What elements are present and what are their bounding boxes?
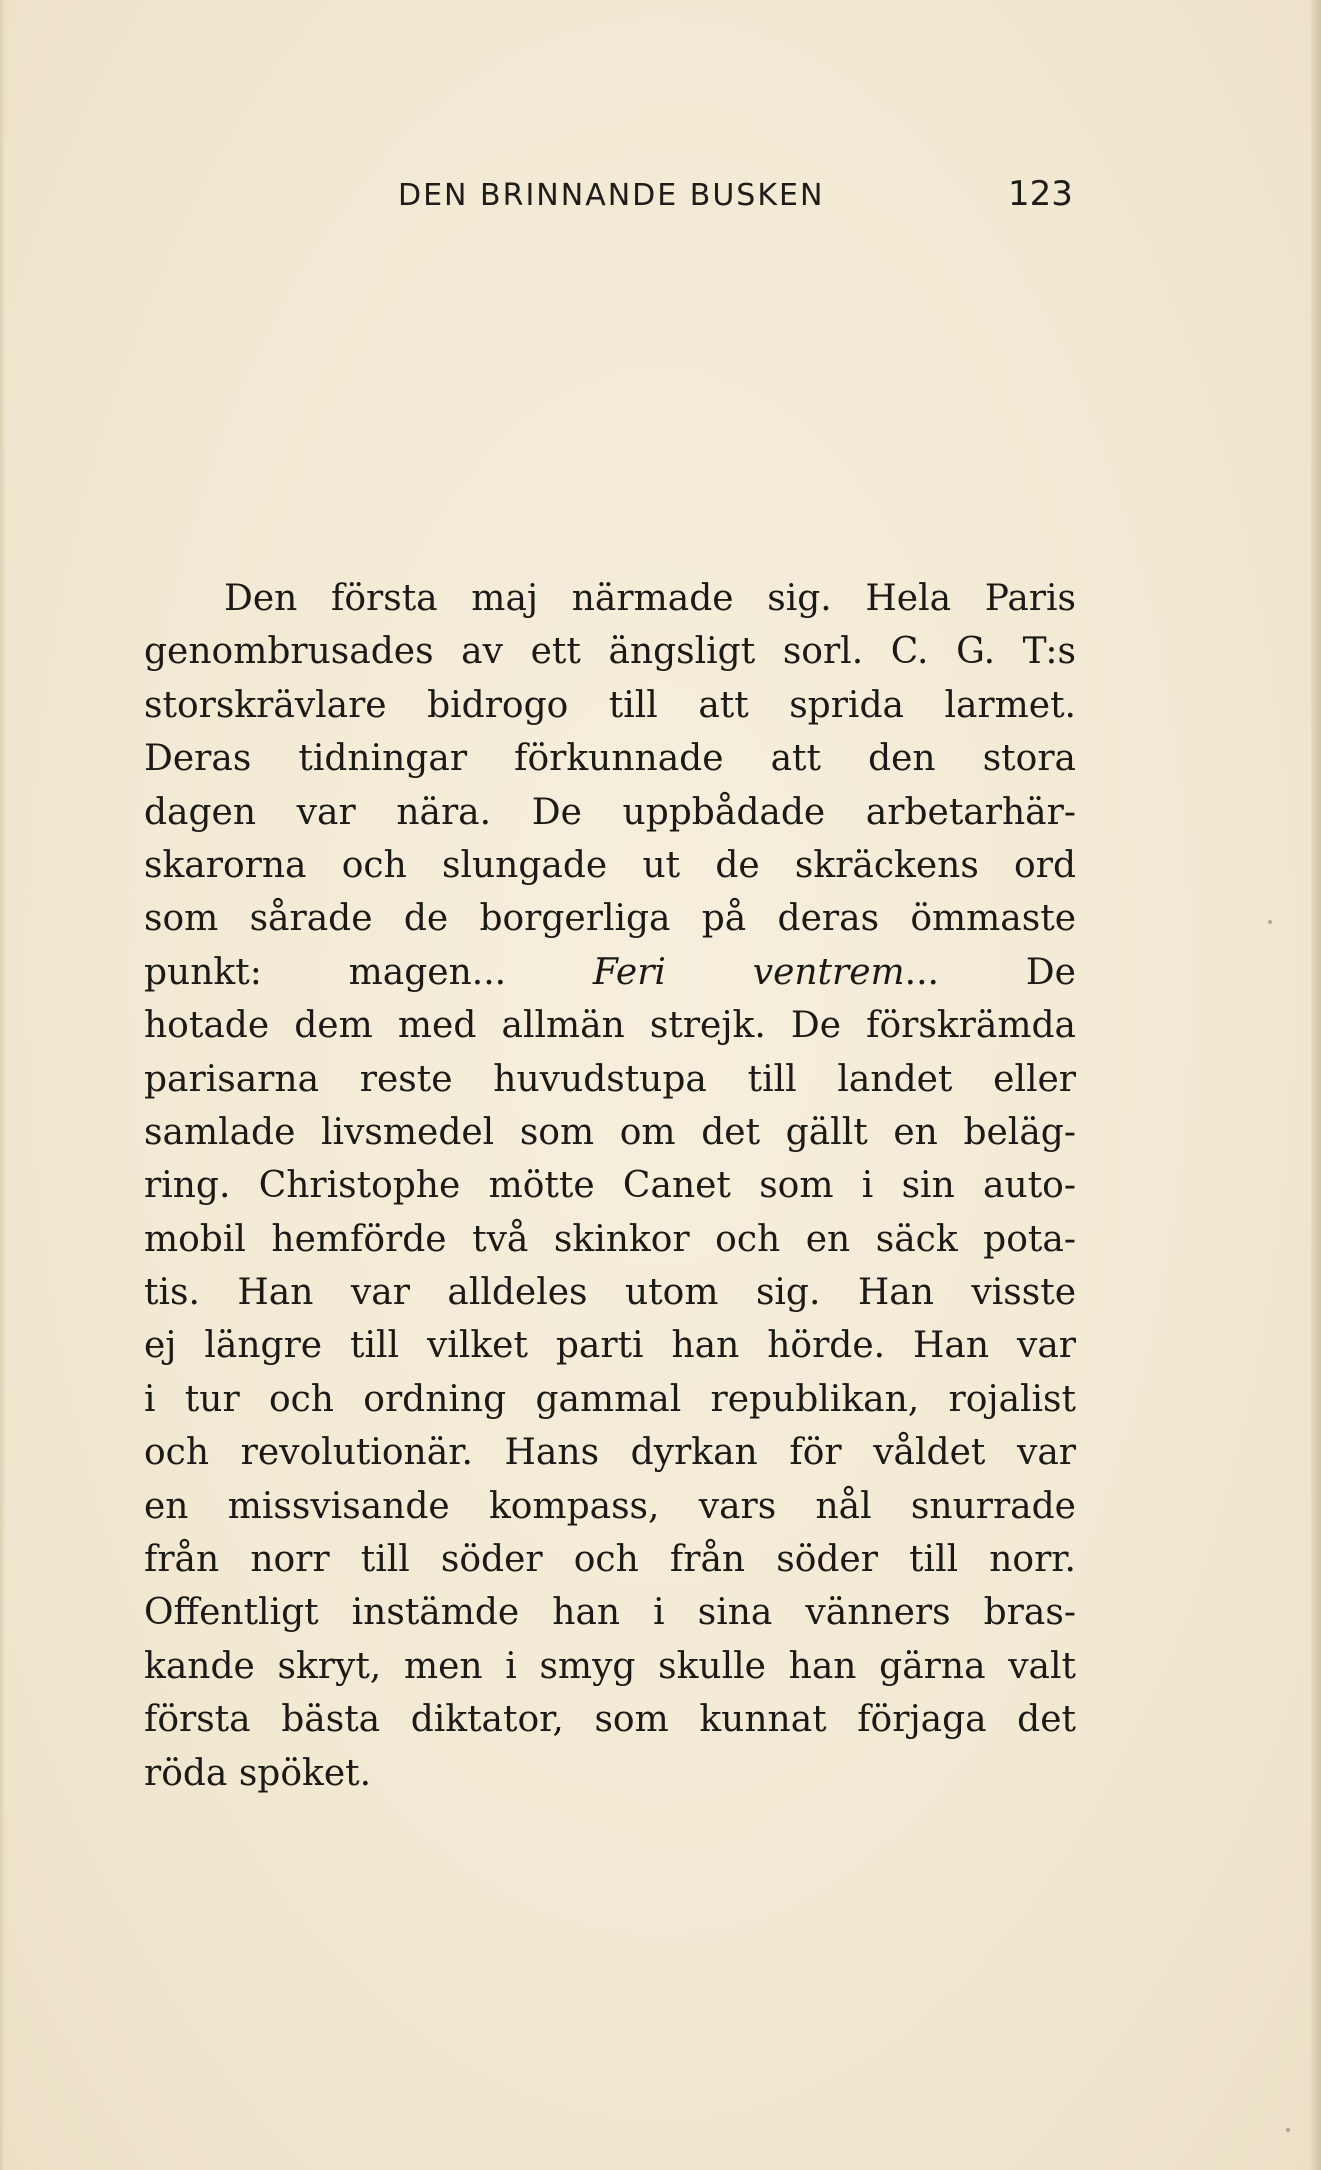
text-line: röda spöket. — [144, 1752, 372, 1794]
text-line: från norr till söder och från söder till norr. — [144, 1539, 1076, 1581]
text-line: Offentligt instämde han i sina vänners bras- — [144, 1592, 1076, 1634]
text-line: en missvisande kompass, vars nål snurrade — [144, 1485, 1076, 1527]
page-right-edge — [1311, 0, 1321, 2170]
paper-speck — [1268, 920, 1272, 924]
text-line: i tur och ordning gammal republikan, rojalist — [144, 1378, 1076, 1420]
text-line: dagen var nära. De uppbådade arbetarhär- — [144, 791, 1076, 833]
text-line: kande skryt, men i smyg skulle han gärna valt — [144, 1645, 1076, 1687]
text-line: skarorna och slungade ut de skräckens ord — [144, 844, 1076, 886]
text-segment: punkt: magen... — [144, 951, 593, 993]
text-line: storskrävlare bidrogo till att sprida larmet. — [144, 684, 1076, 726]
latin-phrase: Feri ventrem — [592, 951, 905, 993]
text-line: som sårade de borgerliga på deras ömmaste — [144, 898, 1076, 940]
text-line: hotade dem med allmän strejk. De förskrämda — [144, 1005, 1076, 1047]
text-line: genombrusades av ett ängsligt sorl. C. G. T:s — [144, 631, 1076, 673]
text-line: mobil hemförde två skinkor och en säck pota- — [144, 1218, 1076, 1260]
text-line: samlade livsmedel som om det gällt en beläg- — [144, 1111, 1076, 1153]
text-segment: ... De — [904, 951, 1076, 993]
text-line: parisarna reste huvudstupa till landet eller — [144, 1058, 1076, 1100]
text-line — [144, 946, 1076, 999]
text-line: Den första maj närmade sig. Hela Paris — [224, 578, 1076, 619]
running-head: DEN BRINNANDE BUSKEN — [398, 178, 825, 213]
text-line: tis. Han var alldeles utom sig. Han visste — [144, 1272, 1076, 1314]
text-line: första bästa diktator, som kunnat förjaga det — [144, 1699, 1076, 1741]
page-number: 123 — [1008, 174, 1073, 214]
text-line: Deras tidningar förkunnade att den stora — [144, 738, 1076, 780]
paper-speck — [1286, 2128, 1290, 2132]
text-line: och revolutionär. Hans dyrkan för våldet var — [144, 1432, 1076, 1474]
page-left-edge — [0, 0, 6, 2170]
text-line: ej längre till vilket parti han hörde. Han var — [144, 1325, 1076, 1367]
body-paragraph — [144, 572, 1076, 1800]
text-line: ring. Christophe mötte Canet som i sin auto- — [144, 1165, 1076, 1207]
